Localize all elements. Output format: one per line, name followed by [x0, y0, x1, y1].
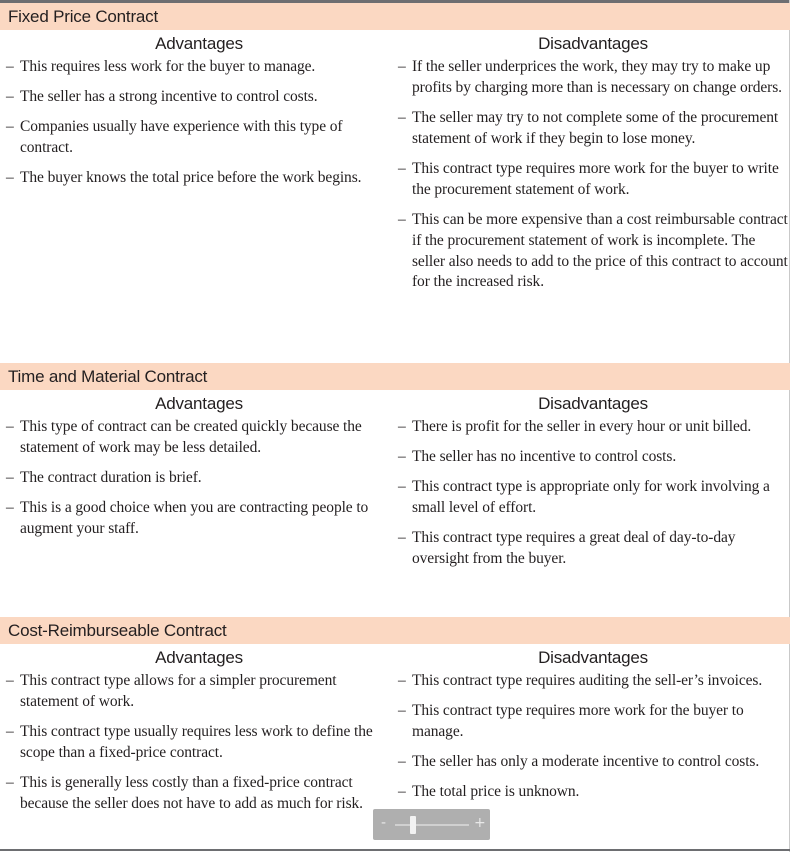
list-item: – This contract type requires more work for the buyer to write the procurement statement of work. [398, 159, 779, 198]
disadvantages-heading: Disadvantages [538, 648, 648, 667]
disadvantages-heading: Disadvantages [538, 34, 648, 53]
advantages-list [6, 57, 392, 189]
list-item: – Companies usually have experience with this type of contract. [6, 118, 343, 157]
advantages-heading: Advantages [155, 394, 243, 413]
section-time-and-material [0, 363, 790, 568]
list-item: – The seller has a strong incentive to control costs. [6, 88, 318, 106]
zoom-in-button[interactable]: + [474, 815, 486, 831]
advantages-column [6, 393, 392, 549]
disadvantages-column [398, 33, 788, 303]
list-item: – The buyer knows the total price before the work begins. [6, 169, 362, 187]
list-item: – The seller has only a moderate incentive to control costs. [398, 753, 760, 771]
advantages-list [6, 671, 392, 815]
list-item: – The total price is unknown. [398, 783, 580, 801]
advantages-heading: Advantages [155, 34, 243, 53]
section-header: Time and Material Contract [0, 363, 790, 390]
list-item: – There is profit for the seller in every hour or unit billed. [398, 418, 752, 435]
list-item: – This contract type requires auditing the sell-er’s invoices. [398, 672, 763, 689]
list-item: – This contract type requires a great deal of day-to-day oversight from the buyer. [398, 529, 736, 568]
zoom-out-button[interactable]: - [381, 815, 387, 831]
list-item: – The seller may try to not complete some of the procurement statement of work if they begin to lose money. [398, 108, 779, 147]
advantages-heading: Advantages [155, 648, 243, 667]
zoom-slider-track[interactable] [395, 824, 469, 826]
advantages-column [6, 647, 392, 824]
list-item: – If the seller underprices the work, they may try to make up profits by charging more than is necessary on change orders. [398, 58, 782, 96]
list-item: – This can be more expensive than a cost reimbursable contract if the procurement statement of work is incomplete. The seller also needs to add to the price of this contract to account for the increased risk. [398, 210, 788, 291]
list-item: – This contract type requires more work for the buyer to manage. [398, 702, 744, 740]
section-header: Cost-Reimburseable Contract [0, 617, 790, 644]
disadvantages-heading: Disadvantages [538, 394, 648, 413]
list-item: – This contract type allows for a simpler procurement statement of work. [6, 672, 337, 710]
list-item: – The seller has no incentive to control costs. [398, 448, 677, 466]
list-item: – This contract type usually requires less work to define the scope than a fixed-price contract. [6, 722, 373, 761]
list-item: – The contract duration is brief. [6, 468, 202, 486]
section-fixed-price [0, 3, 790, 291]
advantages-column [6, 33, 392, 199]
list-item: – This is a good choice when you are contracting people to augment your staff. [6, 499, 369, 537]
list-item: – This is generally less costly than a fixed-price contract because the seller does not have to add as much for risk. [6, 773, 363, 812]
section-header: Fixed Price Contract [0, 3, 790, 30]
bottom-rule [0, 849, 790, 851]
disadvantages-column [398, 393, 788, 579]
list-item: – This requires less work for the buyer to manage. [6, 58, 316, 75]
disadvantages-list [398, 57, 788, 293]
list-item: – This contract type is appropriate only for work involving a small level of effort. [398, 478, 770, 517]
right-edge [789, 0, 790, 852]
zoom-slider-handle[interactable] [410, 816, 416, 834]
list-item: – This type of contract can be created quickly because the statement of work may be less detailed. [6, 418, 362, 456]
advantages-list [6, 417, 392, 540]
zoom-control[interactable] [373, 809, 490, 840]
disadvantages-list [398, 417, 788, 570]
disadvantages-column [398, 647, 788, 813]
disadvantages-list [398, 671, 788, 803]
section-cost-reimburseable [0, 617, 790, 812]
